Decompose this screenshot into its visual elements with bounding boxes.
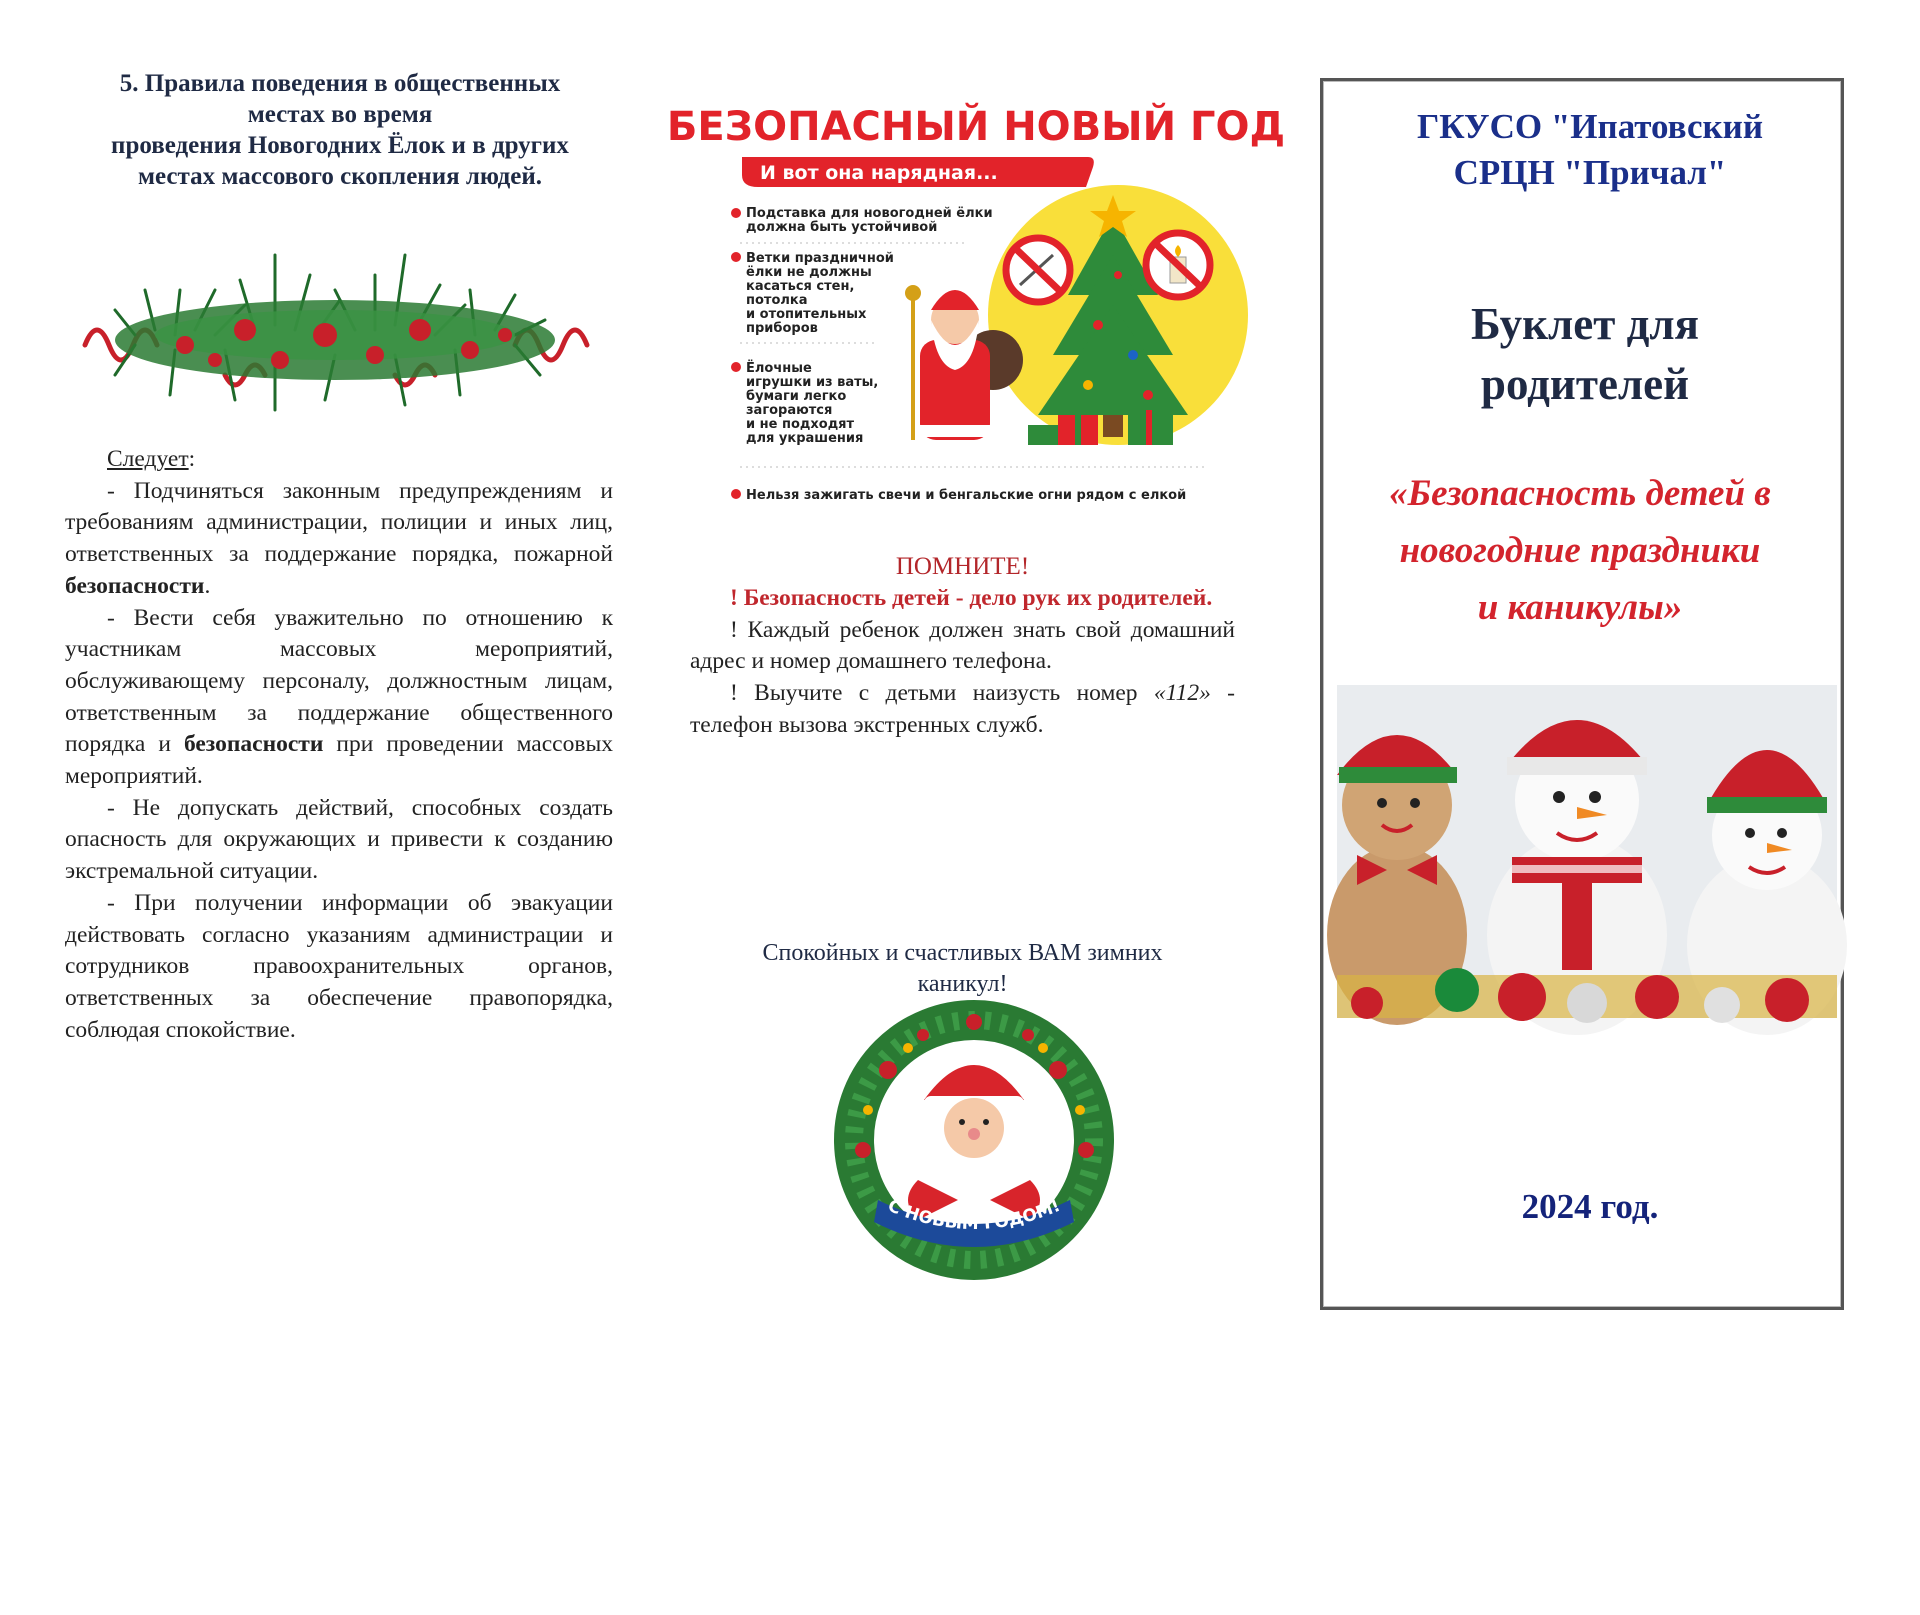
subtitle-line: и каникулы» xyxy=(1477,587,1683,628)
tip-line: должна быть устойчивой xyxy=(746,220,938,235)
org-line: СРЦН "Причал" xyxy=(1453,153,1727,192)
tip-line: бумаги легко xyxy=(746,389,847,404)
remember-item xyxy=(690,583,1235,615)
greeting-ribbon-text: С НОВЫМ ГОДОМ! xyxy=(884,1195,1064,1235)
no-sparkler-sign-icon xyxy=(1006,238,1070,302)
follow-colon: : xyxy=(188,446,196,472)
title-line: родителей xyxy=(1480,359,1690,409)
follow-label-line xyxy=(65,444,613,476)
rule-emphasis: безопасности xyxy=(183,731,324,758)
remember-title: ПОМНИТЕ! xyxy=(895,553,1030,580)
remember-text-part: - телефон вызова экстренных служб. xyxy=(690,680,1235,738)
remember-emphasis: Безопасность детей - дело рук их родителей xyxy=(743,585,1207,611)
tip-line: Нельзя зажигать свечи и бенгальские огни рядом с елкой xyxy=(746,488,1187,503)
wishes-line: Спокойных и счастливых ВАМ зимних xyxy=(762,940,1163,966)
rule-text: - Не допускать действий, способных создать опасность для окружающих и привести к созданию экстремальной ситуации. xyxy=(65,794,613,885)
remember-dot: . xyxy=(1206,585,1213,611)
tip-bullet-icon xyxy=(731,489,741,499)
rules-text xyxy=(65,444,613,1046)
rule-text: при проведении массовых мероприятий. xyxy=(65,731,613,790)
remember-mark: ! xyxy=(730,585,744,611)
remember-item: ! Каждый ребенок должен знать свой домашний адрес и номер домашнего телефона. xyxy=(690,616,1235,675)
rule-text: - Подчиняться законным предупреждениям и требованиям администрации, полиции и иных лиц, ответственных за поддержание порядка, пожарной xyxy=(65,477,613,568)
rule-item xyxy=(65,793,613,888)
rule-item xyxy=(65,603,613,793)
tip-line: Подставка для новогодней ёлки xyxy=(746,206,993,221)
section-heading xyxy=(70,68,610,192)
tip-line: приборов xyxy=(746,321,818,336)
tip-line: и не подходят xyxy=(746,417,855,432)
follow-label: Следует xyxy=(107,446,189,472)
subtitle-line: «Безопасность детей в xyxy=(1389,473,1771,514)
rule-item xyxy=(65,888,613,1047)
rule-emphasis: безопасности xyxy=(65,572,205,599)
safe-new-year-poster xyxy=(666,95,1286,520)
tip-line: для украшения xyxy=(746,431,864,446)
year-label: 2024 год. xyxy=(1521,1187,1659,1226)
rule-text: - При получении информации об эвакуации действовать согласно указаниям администрации и сотрудников правоохранительных органов, ответственных за обеспечение правопорядка, соблюдая спокойствие. xyxy=(65,889,613,1043)
remember-item xyxy=(690,678,1235,741)
tip-line: потолка xyxy=(746,293,808,308)
snowmen-toys-photo xyxy=(1337,685,1837,1018)
no-candle-sign-icon xyxy=(1146,233,1210,297)
heading-line: проведения Новогодних Ёлок и в других xyxy=(111,132,569,159)
emergency-number: «112» xyxy=(1153,680,1211,707)
tip-line: ёлки не должны xyxy=(746,265,872,280)
christmas-garland-image xyxy=(75,235,595,425)
rule-text: . xyxy=(204,572,211,599)
tip-line: касаться стен, xyxy=(746,279,855,294)
poster-title: БЕЗОПАСНЫЙ НОВЫЙ ГОД xyxy=(666,104,1286,150)
tip-line: и отопительных xyxy=(746,307,867,322)
tip-line: игрушки из ваты, xyxy=(746,375,879,390)
subtitle-line: новогодние праздники xyxy=(1399,530,1761,571)
rule-item xyxy=(65,476,613,603)
tip-line: загораются xyxy=(746,403,833,418)
santa-face-icon xyxy=(908,1065,1040,1220)
booklet-subtitle xyxy=(1350,465,1810,636)
wishes-line: каникул! xyxy=(917,971,1008,997)
organization-name xyxy=(1360,104,1820,196)
tip-bullet-icon xyxy=(731,252,741,262)
remember-text xyxy=(690,583,1235,742)
title-line: Буклет для xyxy=(1471,299,1699,349)
poster-banner-text: И вот она нарядная... xyxy=(760,162,998,184)
heading-line: местах массового скопления людей. xyxy=(138,163,542,190)
remember-text-part: ! Выучите с детьми наизусть номер xyxy=(730,680,1154,707)
org-line: ГКУСО "Ипатовский xyxy=(1416,107,1764,146)
tip-bullet-icon xyxy=(731,208,741,218)
heading-line: местах во время xyxy=(247,101,433,128)
tip-line: Ветки праздничной xyxy=(746,251,894,266)
wishes-text xyxy=(740,938,1185,1000)
santa-wreath-image xyxy=(828,1000,1120,1280)
tip-line: Ёлочные xyxy=(746,361,812,376)
tip-bullet-icon xyxy=(731,362,741,372)
heading-line: 5. Правила поведения в общественных xyxy=(119,70,561,97)
rule-text: - Вести себя уважительно по отношению к участникам массовых мероприятий, обслуживающему персоналу, должностным лицам, ответственным за поддержание общественного порядка и xyxy=(65,604,613,758)
booklet-title xyxy=(1380,294,1790,414)
